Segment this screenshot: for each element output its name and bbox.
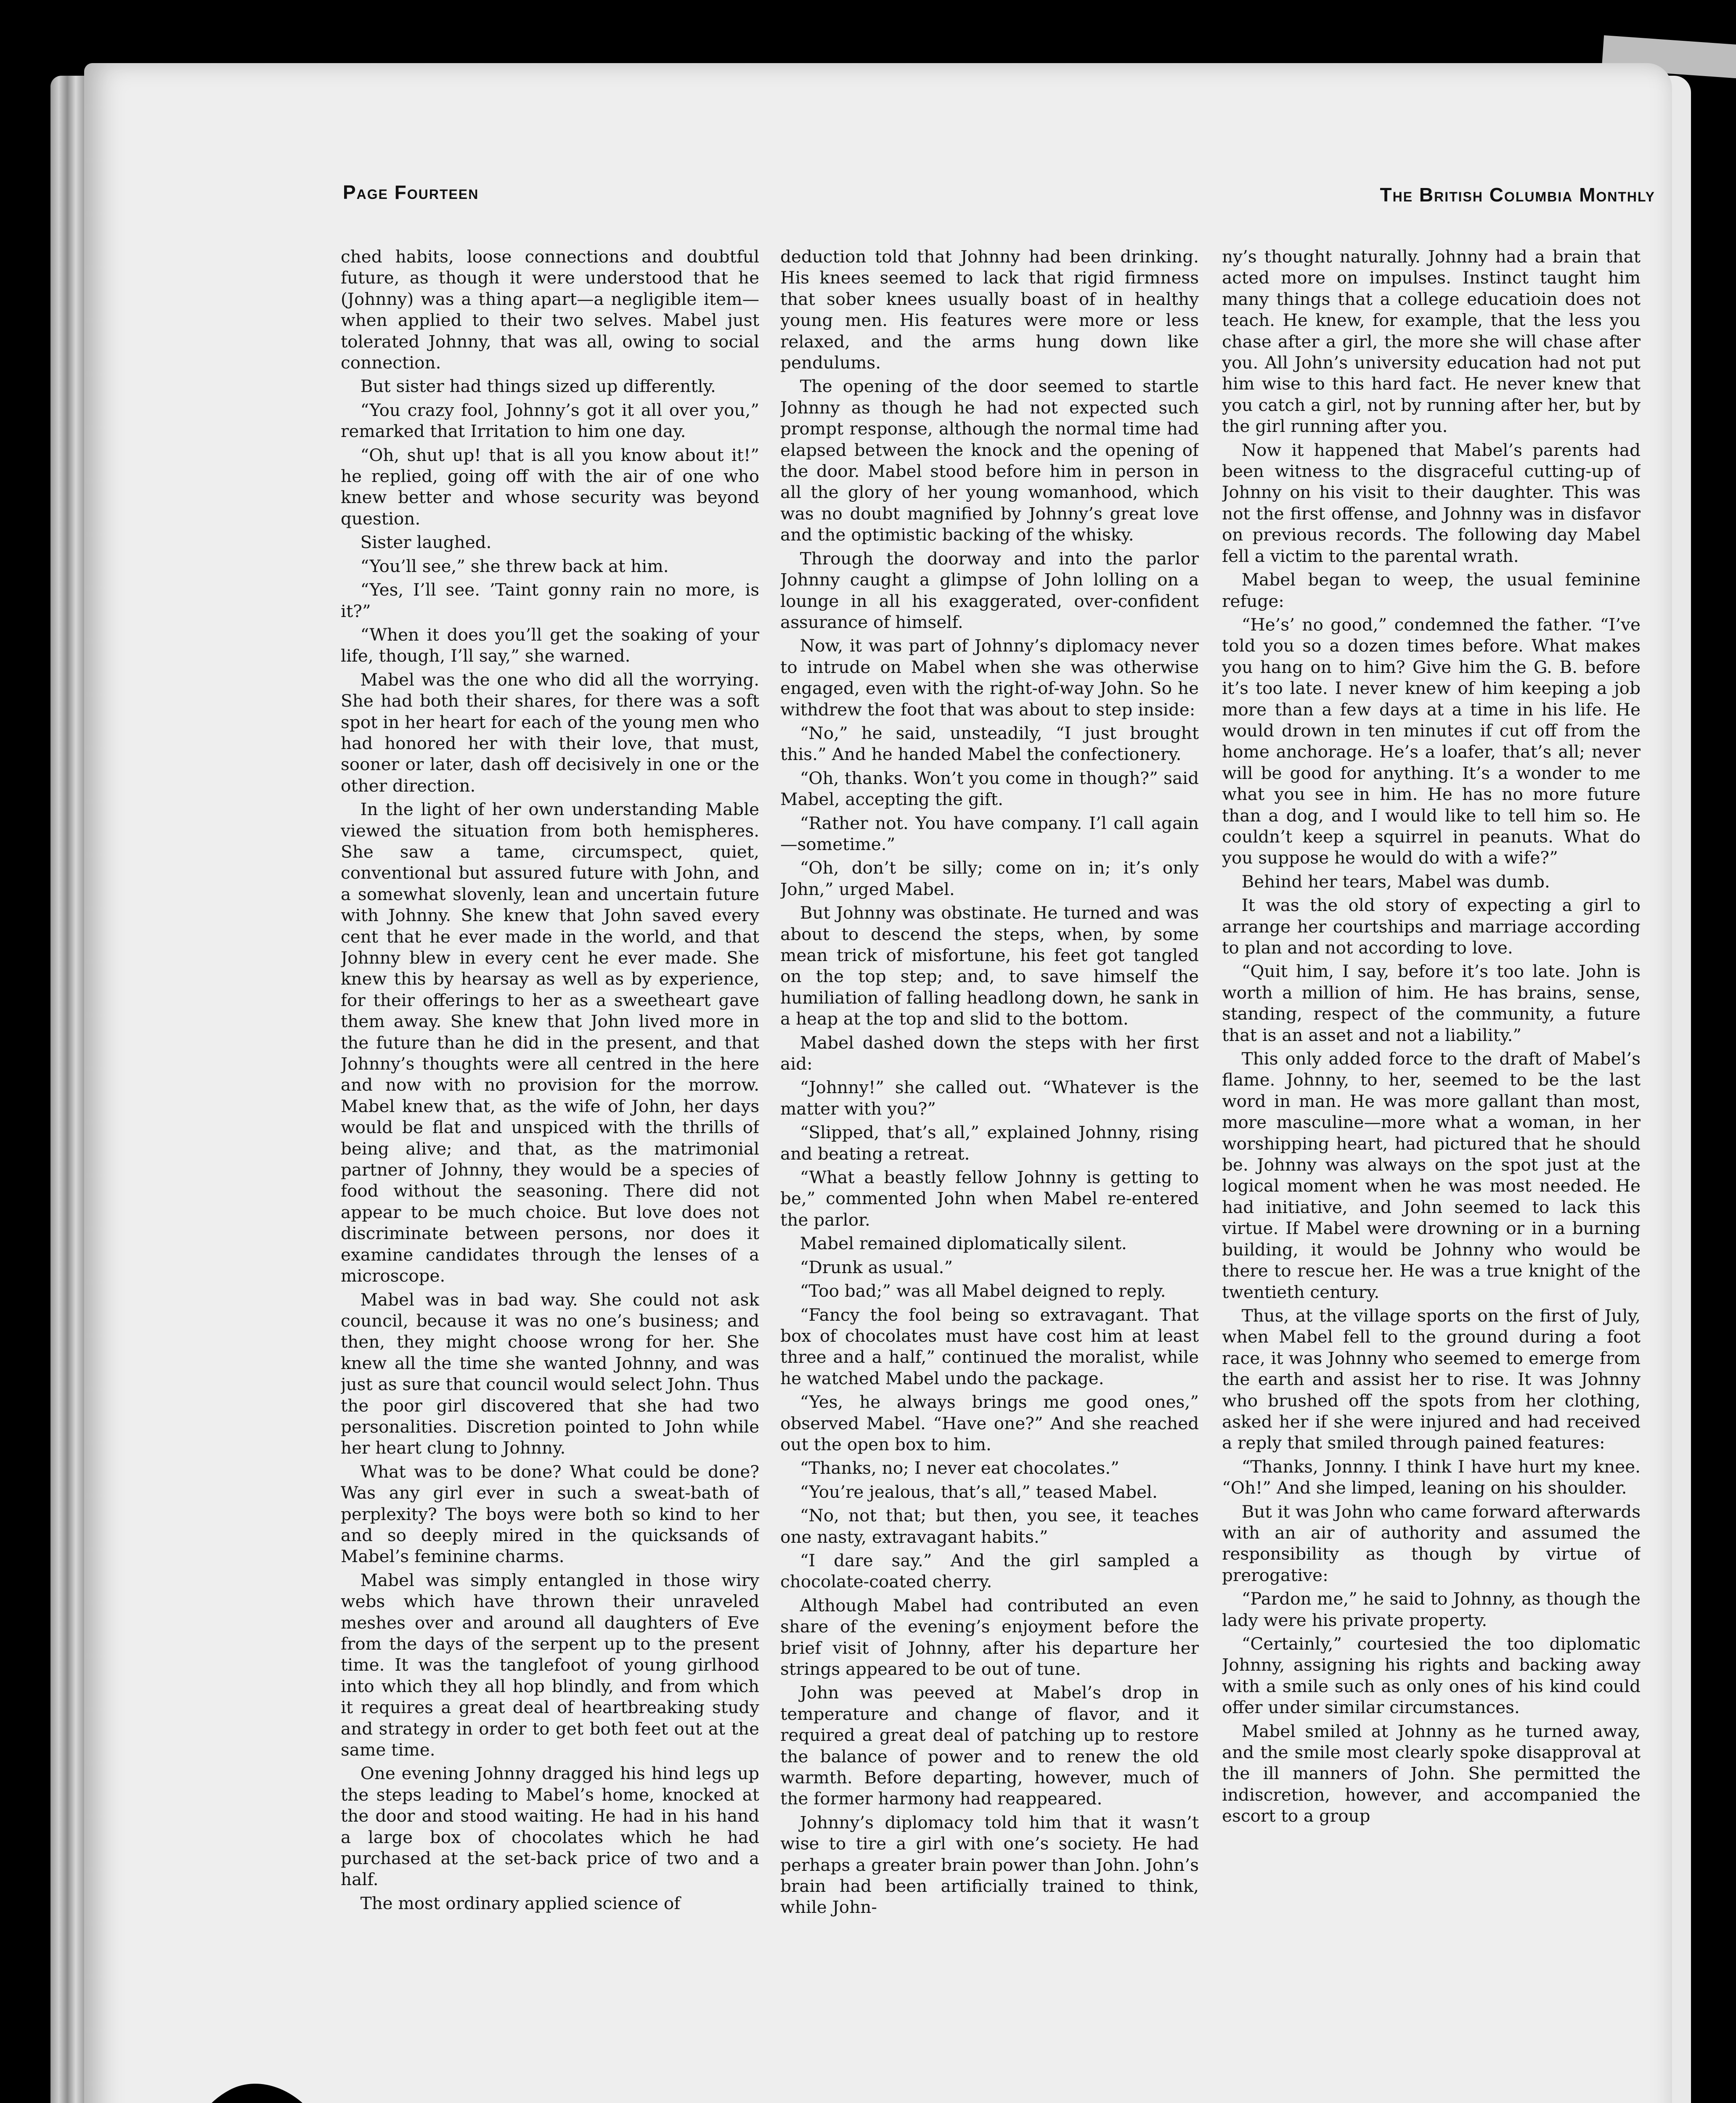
paragraph: But it was John who came forward afterwards with an air of authority and assumed the responsibility as though by virtue of prerogative: (1222, 1501, 1641, 1585)
paragraph: Mabel dashed down the steps with her first aid: (780, 1032, 1199, 1074)
paragraph: “Thanks, Jonnny. I think I have hurt my knee. “Oh!” And she limped, leaning on his shoulder. (1222, 1456, 1641, 1498)
paragraph: Johnny’s diplomacy told him that it wasn’t wise to tire a girl with one’s society. He had perhaps a greater brain power than John. John’s brain had been artificially trained to think, while John- (780, 1812, 1199, 1918)
column-3 (1222, 246, 1641, 2103)
article-columns (341, 246, 1657, 2103)
paragraph: Mabel began to weep, the usual feminine refuge: (1222, 569, 1641, 611)
paragraph: “Fancy the fool being so extravagant. That box of chocolates must have cost him at least three and a half,” continued the moralist, while he watched Mabel undo the package. (780, 1304, 1199, 1388)
paragraph: “You crazy fool, Johnny’s got it all over you,” remarked that Irritation to him one day. (341, 400, 759, 442)
paragraph: ched habits, loose connections and doubtful future, as though it were understood that he (Johnny) was a thing apart—a negligible item—when applied to their two selves. Mabel just tolerated Johnny, that was all, owing to social connection. (341, 246, 759, 373)
paragraph: deduction told that Johnny had been drinking. His knees seemed to lack that rigid firmness that sober knees usually boast of in healthy young men. His features were more or less relaxed, and the arms hung down like pendulums. (780, 246, 1199, 373)
paragraph: “When it does you’ll get the soaking of your life, though, I’ll say,” she warned. (341, 624, 759, 666)
paragraph: “Yes, he always brings me good ones,” observed Mabel. “Have one?” And she reached out the open box to him. (780, 1392, 1199, 1454)
paragraph: “No, not that; but then, you see, it teaches one nasty, extravagant habits.” (780, 1505, 1199, 1547)
paragraph: Mabel was the one who did all the worrying. She had both their shares, for there was a soft spot in her heart for each of the young men who had honored her with their love, that must, sooner or later, dash off decisively in one or the other direction. (341, 669, 759, 796)
paragraph: John was peeved at Mabel’s drop in temperature and change of flavor, and it required a great deal of patching up to restore the balance of power and to renew the old warmth. Before departing, however, much of the former harmony had reappeared. (780, 1682, 1199, 1809)
paragraph: “Certainly,” courtesied the too diplomatic Johnny, assigning his rights and backing away with a smile such as only ones of his kind could offer under similar circumstances. (1222, 1634, 1641, 1718)
paragraph: This only added force to the draft of Mabel’s flame. Johnny, to her, seemed to be the last word in man. He was more gallant than most, more masculine—more what a woman, in her worshipping heart, had pictured that he should be. Johnny was always on the spot just at the logical moment when he was most needed. He had initiative, and John seemed to lack this virtue. If Mabel were drowning or in a burning building, it would be Johnny who would be there to rescue her. He was a true knight of the twentieth century. (1222, 1049, 1641, 1302)
paragraph: “He’s’ no good,” condemned the father. “I’ve told you so a dozen times before. What makes you hang on to him? Give him the G. B. before it’s too late. I never knew of him keeping a job more than a few days at a time in his life. He would drown in ten minutes if cut off from the home anchorage. He’s a loafer, that’s all; never will be good for anything. It’s a wonder to me what you see in him. He has no more future than a dog, and I would like to tell him so. He couldn’t keep a squirrel in peanuts. What do you suppose he would do with a wife?” (1222, 614, 1641, 868)
paragraph: “Too bad;” was all Mabel deigned to reply. (800, 1281, 1166, 1301)
column-1 (341, 246, 759, 2103)
paragraph: “Drunk as usual.” (800, 1257, 953, 1277)
paragraph: “I dare say.” And the girl sampled a chocolate-coated cherry. (780, 1550, 1199, 1592)
paragraph: Mabel remained diplomatically silent. (800, 1233, 1127, 1254)
paragraph: “Yes, I’ll see. ’Taint gonny rain no more, is it?” (341, 580, 759, 621)
paragraph: “Oh, thanks. Won’t you come in though?” said Mabel, accepting the gift. (780, 768, 1199, 810)
paragraph: But sister had things sized up differently. (360, 376, 716, 397)
running-header (343, 181, 1655, 210)
paragraph: “No,” he said, unsteadily, “I just brought this.” And he handed Mabel the confectionery. (780, 723, 1199, 765)
paragraph: “Johnny!” she called out. “Whatever is the matter with you?” (780, 1077, 1199, 1119)
publication-title: The British Columbia Monthly (1380, 184, 1655, 206)
paragraph: Now it happened that Mabel’s parents had been witness to the disgraceful cutting-up of Johnny on his visit to their daughter. This was not the first offense, and Johnny was in disfavor on previous records. The following day Mabel fell a victim to the parental wrath. (1222, 440, 1641, 566)
paragraph: The opening of the door seemed to startle Johnny as though he had not expected such prompt response, although the normal time had elapsed between the knock and the opening of the door. Mabel stood before him in person in all the glory of her young womanhood, which was no doubt magnified by Johnny’s great love and the optimistic backing of the whisky. (780, 376, 1199, 545)
paragraph: “Rather not. You have company. I’l call again—sometime.” (780, 813, 1199, 854)
paragraph: Mabel was simply entangled in those wiry webs which have thrown their unraveled meshes over and around all daughters of Eve from the days of the serpent up to the present time. It was the tanglefoot of young girlhood into which they all hop blindly, and from which it requires a great deal of heartbreaking study and strategy in order to get both feet out at the same time. (341, 1570, 759, 1760)
paragraph: Thus, at the village sports on the first of July, when Mabel fell to the ground during a foot race, it was Johnny who seemed to emerge from the earth and assist her to rise. It was Johnny who brushed off the spots from her clothing, asked her if she were injured and had received a reply that smiled through pained features: (1222, 1305, 1641, 1453)
column-2 (780, 246, 1199, 2103)
paragraph: “Oh, shut up! that is all you know about it!” he replied, going off with the air of one who knew better and whose security was beyond question. (341, 445, 759, 529)
paragraph: Although Mabel had contributed an even share of the evening’s enjoyment before the brief visit of Johnny, after his departure her strings appeared to be out of tune. (780, 1595, 1199, 1679)
paragraph: It was the old story of expecting a girl to arrange her courtships and marriage according to plan and not according to love. (1222, 895, 1641, 958)
paragraph: Behind her tears, Mabel was dumb. (1241, 871, 1550, 892)
paragraph: Mabel was in bad way. She could not ask council, because it was no one’s business; and then, they might choose wrong for her. She knew all the time she wanted Johnny, and was just as sure that council would select John. Thus the poor girl discovered that she had two personalities. Discretion pointed to John while her heart clung to Johnny. (341, 1289, 759, 1458)
paragraph: Sister laughed. (360, 532, 492, 553)
paragraph: In the light of her own understanding Mable viewed the situation from both hemispheres. She saw a tame, circumspect, quiet, conventional but assured future with John, and a somewhat slovenly, lean and uncertain future with Johnny. She knew that John saved every cent that he ever made in the world, and that Johnny blew in every cent he ever made. She knew this by hearsay as well as by experience, for their offerings to her as a sweetheart gave them away. She knew that John lived more in the future than he did in the present, and that Johnny’s thoughts were all centred in the here and now with no provision for the morrow. Mabel knew that, as the wife of John, her days would be flat and unspiced with the thrills of being alive; and that, as the matrimonial partner of Johnny, they would be a species of food without the seasoning. There did not appear to be much choice. But love does not discriminate between persons, nor does it examine candidates through the lenses of a microscope. (341, 799, 759, 1286)
paragraph: Mabel smiled at Johnny as he turned away, and the smile most clearly spoke disapproval at the ill manners of John. She permitted the indiscretion, however, and accompanied the escort to a group (1222, 1721, 1641, 1826)
paragraph: One evening Johnny dragged his hind legs up the steps leading to Mabel’s home, knocked at the door and stood waiting. He had in his hand a large box of chocolates which he had purchased at the set-back price of two and a half. (341, 1763, 759, 1890)
paragraph: Now, it was part of Johnny’s diplomacy never to intrude on Mabel when she was otherwise engaged, even with the right-of-way John. So he withdrew the foot that was about to step inside: (780, 636, 1199, 720)
paragraph: “Oh, don’t be silly; come on in; it’s only John,” urged Mabel. (780, 858, 1199, 899)
paragraph: Through the doorway and into the parlor Johnny caught a glimpse of John lolling on a lounge in all his exaggerated, over-confident assurance of himself. (780, 548, 1199, 632)
paragraph: “What a beastly fellow Johnny is getting to be,” commented John when Mabel re-entered the parlor. (780, 1167, 1199, 1230)
paragraph: The most ordinary applied science of (360, 1893, 681, 1913)
paragraph: “You’re jealous, that’s all,” teased Mabel. (800, 1481, 1158, 1502)
paragraph: But Johnny was obstinate. He turned and was about to descend the steps, when, by some mean trick of misfortune, his feet got tangled on the top step; and, to save himself the humiliation of falling headlong down, he sank in a heap at the top and slid to the bottom. (780, 903, 1199, 1029)
paragraph: “Pardon me,” he said to Johnny, as though the lady were his private property. (1222, 1589, 1641, 1630)
page-number-label: Page Fourteen (343, 181, 479, 203)
paragraph: “Thanks, no; I never eat chocolates.” (800, 1458, 1119, 1478)
paragraph: ny’s thought naturally. Johnny had a brain that acted more on impulses. Instinct taught him many things that a college educatioin does not teach. He knew, for example, that the less you chase after a girl, the more she will chase after you. All John’s university education had not put him wise to this hard fact. He never knew that you catch a girl, not by running after her, but by the girl running after you. (1222, 246, 1641, 437)
paragraph: “You’ll see,” she threw back at him. (360, 556, 669, 576)
paragraph: “Quit him, I say, before it’s too late. John is worth a million of him. He has brains, sense, standing, respect of the community, a future that is an asset and not a liability.” (1222, 961, 1641, 1045)
paragraph: “Slipped, that’s all,” explained Johnny, rising and beating a retreat. (780, 1122, 1199, 1164)
paragraph: What was to be done? What could be done? Was any girl ever in such a sweat-bath of perplexity? The boys were both so kind to her and so deeply mired in the quicksands of Mabel’s feminine charms. (341, 1461, 759, 1567)
